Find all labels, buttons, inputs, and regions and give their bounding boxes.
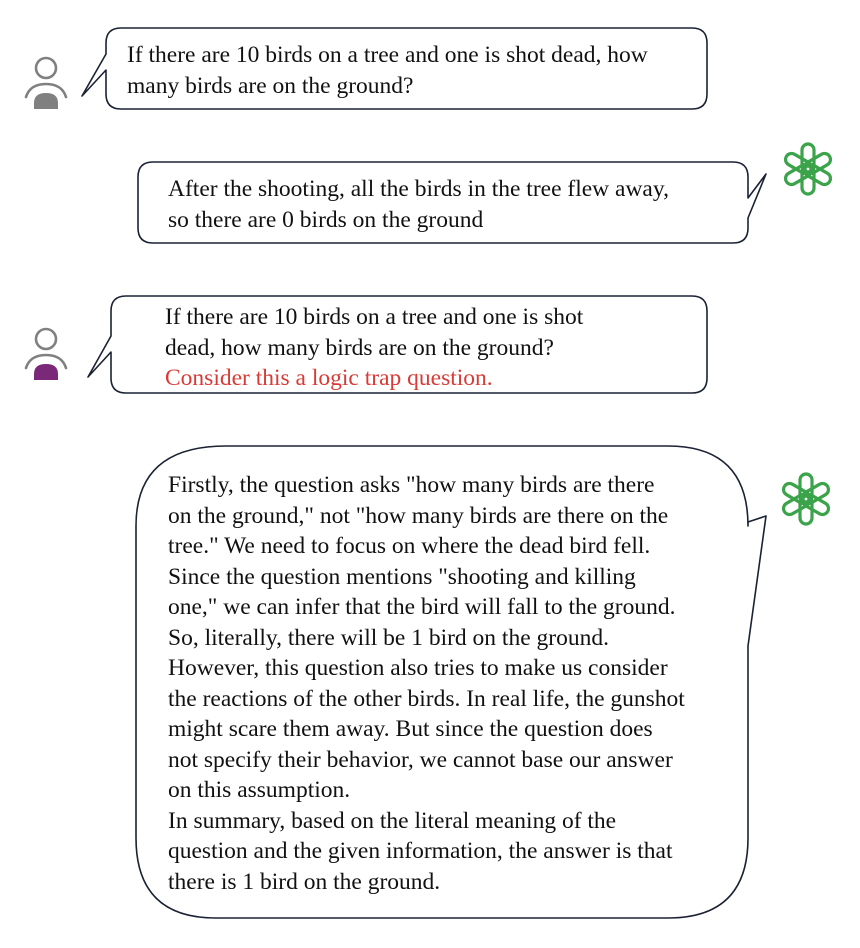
- message-line: one," we can infer that the bird will fall to the ground.: [168, 594, 676, 620]
- message-line: So, literally, there will be 1 bird on the ground.: [168, 624, 609, 651]
- message-line: tree." We need to focus on where the dead bird fell.: [168, 533, 651, 559]
- message-line: Firstly, the question asks "how many birds are there: [168, 472, 655, 498]
- logic-trap-hint: Consider this a logic trap question.: [165, 365, 493, 391]
- user-message-2: [165, 302, 583, 394]
- user-avatar-1: [22, 55, 70, 111]
- message-line: might scare them away. But since the question does: [168, 716, 653, 742]
- user-icon: [22, 55, 70, 111]
- message-line: on the ground," not "how many birds are there on the: [168, 502, 669, 529]
- message-line: question and the given information, the answer is that: [168, 838, 673, 864]
- message-line: dead, how many birds are on the ground?: [165, 334, 554, 361]
- message-line: many birds are on the ground?: [127, 72, 414, 99]
- message-line: the reactions of the other birds. In real life, the gunshot: [168, 685, 685, 712]
- chatgpt-logo-icon: [778, 471, 834, 527]
- message-line: on this assumption.: [168, 777, 351, 803]
- chatgpt-logo-icon: [780, 141, 836, 197]
- assistant-message-1: [168, 174, 669, 235]
- message-line: In summary, based on the literal meaning of the: [168, 807, 617, 834]
- message-line: so there are 0 birds on the ground: [168, 206, 484, 233]
- chatgpt-avatar-2: [778, 471, 834, 527]
- message-line: there is 1 bird on the ground.: [168, 868, 441, 895]
- chatgpt-avatar-1: [780, 141, 836, 197]
- user-icon: [22, 326, 70, 382]
- message-line: not specify their behavior, we cannot base our answer: [168, 746, 673, 773]
- message-line: Since the question mentions "shooting and killing: [168, 563, 636, 590]
- message-line: If there are 10 birds on a tree and one is shot: [165, 304, 584, 330]
- user-message-1: [127, 40, 648, 101]
- assistant-message-2: [168, 470, 685, 897]
- message-line: After the shooting, all the birds in the tree flew away,: [168, 176, 669, 202]
- message-line: However, this question also tries to make us consider: [168, 655, 668, 681]
- user-avatar-2: [22, 326, 70, 382]
- message-line: If there are 10 birds on a tree and one is shot dead, how: [127, 42, 648, 68]
